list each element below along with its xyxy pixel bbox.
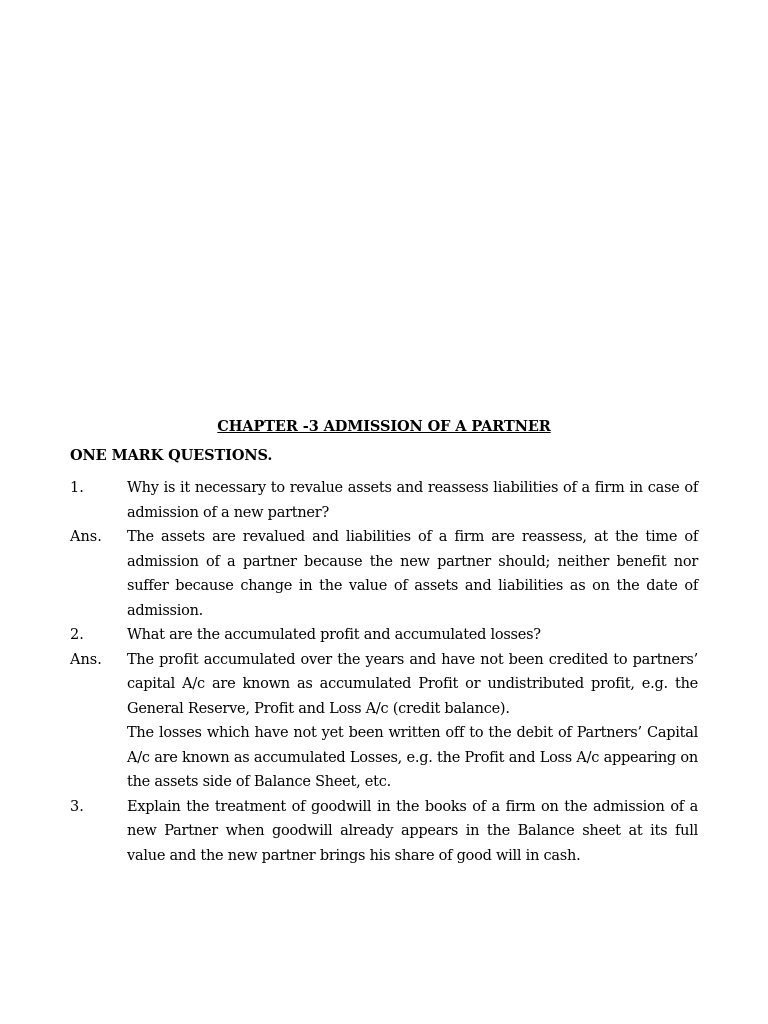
item-label: Ans.	[70, 651, 102, 668]
item-text: Explain the treatment of goodwill in the books of a firm on the admission of a new Partner when goodwill already appears in the Balance sheet at its full value and the new partner brings his share of good will in cash.	[127, 798, 698, 864]
question-1	[70, 476, 698, 525]
question-answer-list	[70, 476, 698, 868]
question-2	[70, 623, 698, 648]
item-label: 1.	[70, 480, 84, 496]
chapter-title: CHAPTER -3 ADMISSION OF A PARTNER	[217, 418, 551, 435]
item-text	[127, 648, 698, 795]
answer-2	[70, 648, 698, 795]
answer-paragraph: The losses which have not yet been written off to the debit of Partners’ Capital A/c are known as accumulated Losses, e.g. the Profit and Loss A/c appearing on the assets side of Balance Sheet, etc.	[127, 725, 698, 790]
item-text: The assets are revalued and liabilities of a firm are reassess, at the time of admission of a partner because the new partner should; neither benefit nor suffer because change in the value of assets and liabilities as on the date of admission.	[127, 529, 698, 619]
answer-1	[70, 525, 698, 623]
answer-paragraph: The profit accumulated over the years and have not been credited to partners’ capital A/c are known as accumulated Profit or undistributed profit, e.g. the General Reserve, Profit and Loss A/c (credit balance).	[127, 651, 698, 717]
item-label: 3.	[70, 798, 84, 815]
item-text: Why is it necessary to revalue assets and reassess liabilities of a firm in case of admission of a new partner?	[127, 480, 698, 521]
item-label: 2.	[70, 627, 84, 643]
section-heading: ONE MARK QUESTIONS.	[70, 447, 273, 464]
item-text: What are the accumulated profit and accumulated losses?	[127, 627, 541, 643]
question-3	[70, 795, 698, 869]
item-label: Ans.	[70, 529, 102, 545]
